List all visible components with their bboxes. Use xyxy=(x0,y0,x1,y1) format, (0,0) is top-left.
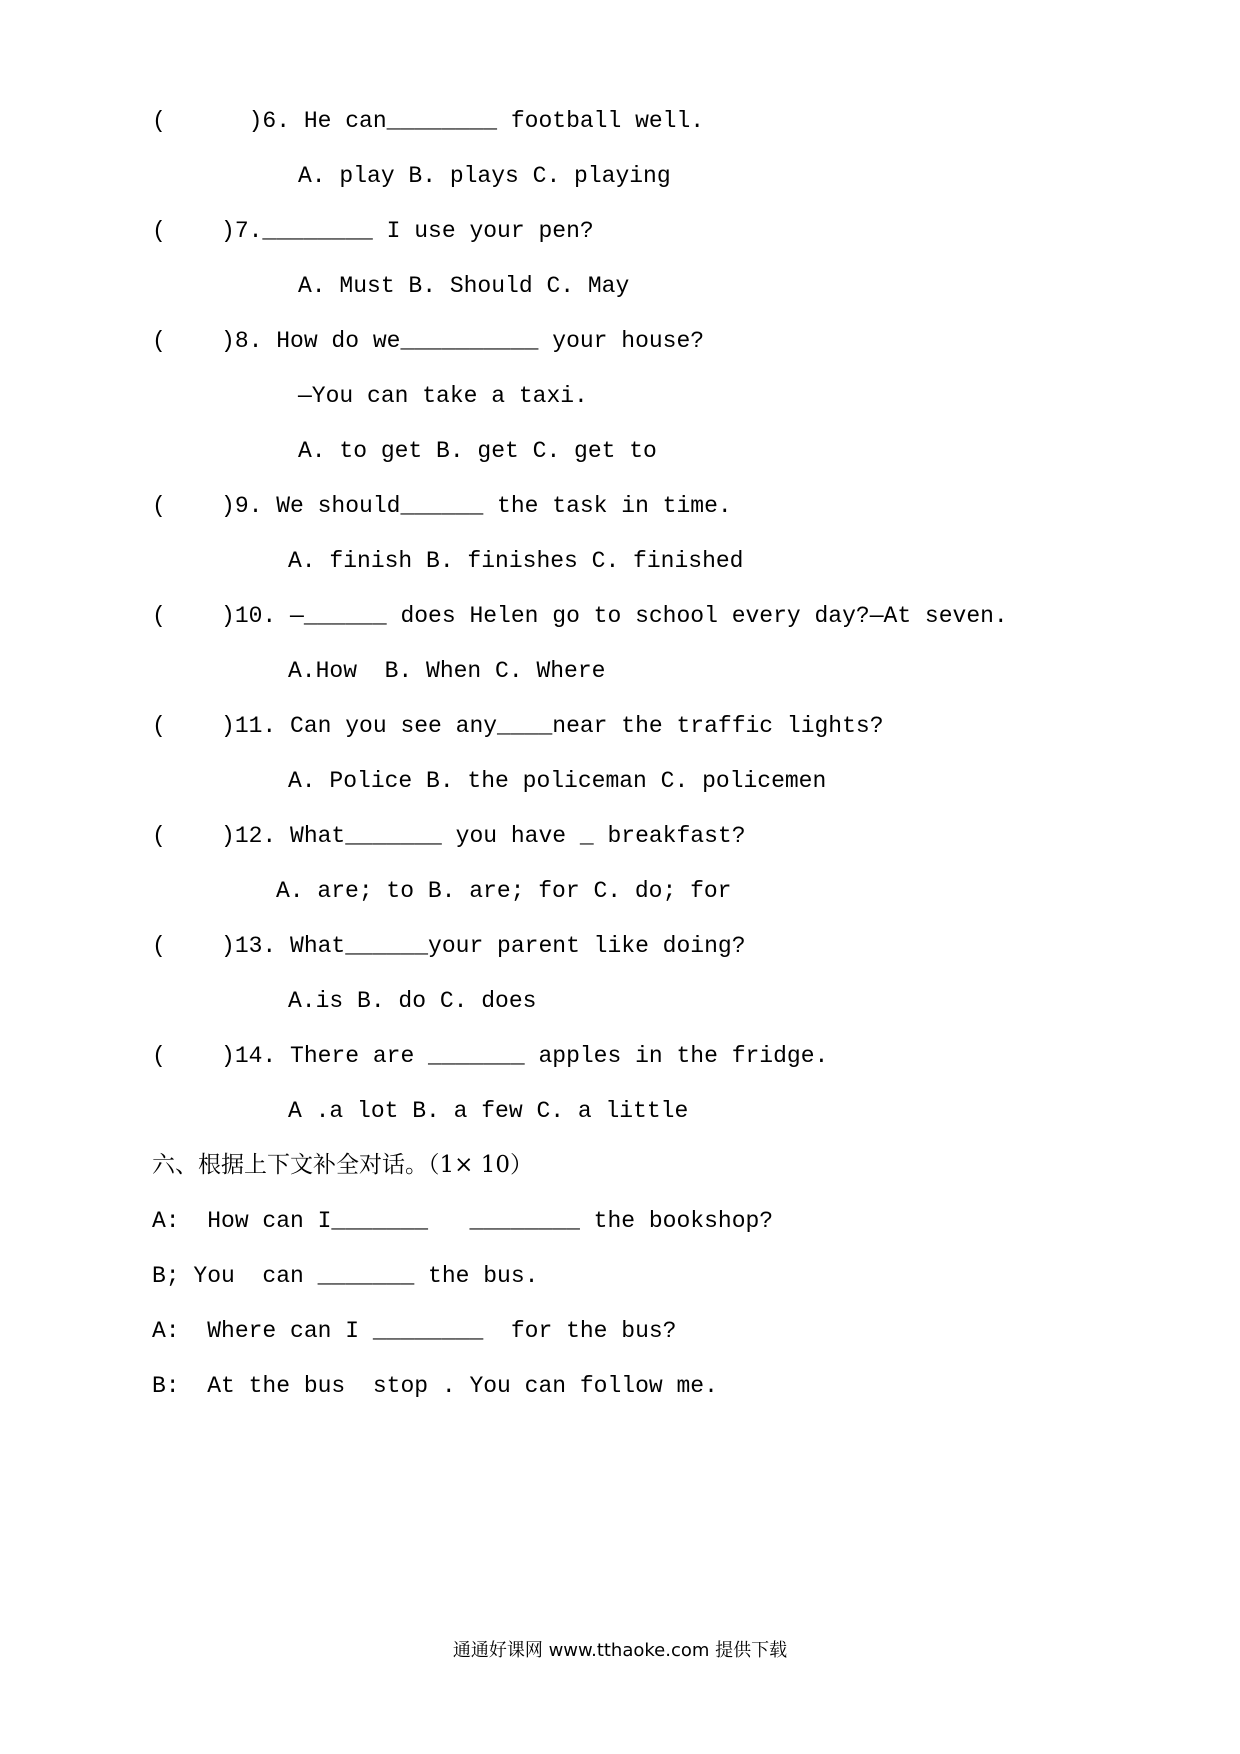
question-8: ( )8. How do we__________ your house? xyxy=(152,328,705,354)
page-footer: 通通好课网 www.tthaoke.com 提供下载 xyxy=(452,1640,788,1661)
question-6: ( )6. He can________ football well. xyxy=(152,108,705,134)
question-14: ( )14. There are _______ apples in the fridge. xyxy=(152,1043,829,1069)
section-6-heading: 六、根据上下文补全对话。（1× 10） xyxy=(152,1152,533,1178)
question-12: ( )12. What_______ you have _ breakfast? xyxy=(152,823,746,849)
question-13-options: A.is B. do C. does xyxy=(288,988,537,1014)
question-11-options: A. Police B. the policeman C. policemen xyxy=(288,768,827,794)
question-10: ( )10. —______ does Helen go to school every day?—At seven. xyxy=(152,603,1008,629)
question-9: ( )9. We should______ the task in time. xyxy=(152,493,732,519)
dialogue-line-2: B; You can _______ the bus. xyxy=(152,1263,539,1289)
question-8-options: A. to get B. get C. get to xyxy=(298,438,657,464)
dialogue-line-3: A: Where can I ________ for the bus? xyxy=(152,1318,677,1344)
question-8-answer-line: —You can take a taxi. xyxy=(298,383,588,409)
question-13: ( )13. What______your parent like doing? xyxy=(152,933,746,959)
question-9-options: A. finish B. finishes C. finished xyxy=(288,548,744,574)
question-7: ( )7.________ I use your pen? xyxy=(152,218,594,244)
question-7-options: A. Must B. Should C. May xyxy=(298,273,630,299)
question-10-options: A.How B. When C. Where xyxy=(288,658,606,684)
dialogue-line-1: A: How can I_______ ________ the bookshop? xyxy=(152,1208,774,1234)
question-12-options: A. are; to B. are; for C. do; for xyxy=(276,878,732,904)
question-6-options: A. play B. plays C. playing xyxy=(298,163,671,189)
question-14-options: A .a lot B. a few C. a little xyxy=(288,1098,689,1124)
dialogue-line-4: B: At the bus stop . You can follow me. xyxy=(152,1373,718,1399)
question-11: ( )11. Can you see any____near the traffic lights? xyxy=(152,713,884,739)
